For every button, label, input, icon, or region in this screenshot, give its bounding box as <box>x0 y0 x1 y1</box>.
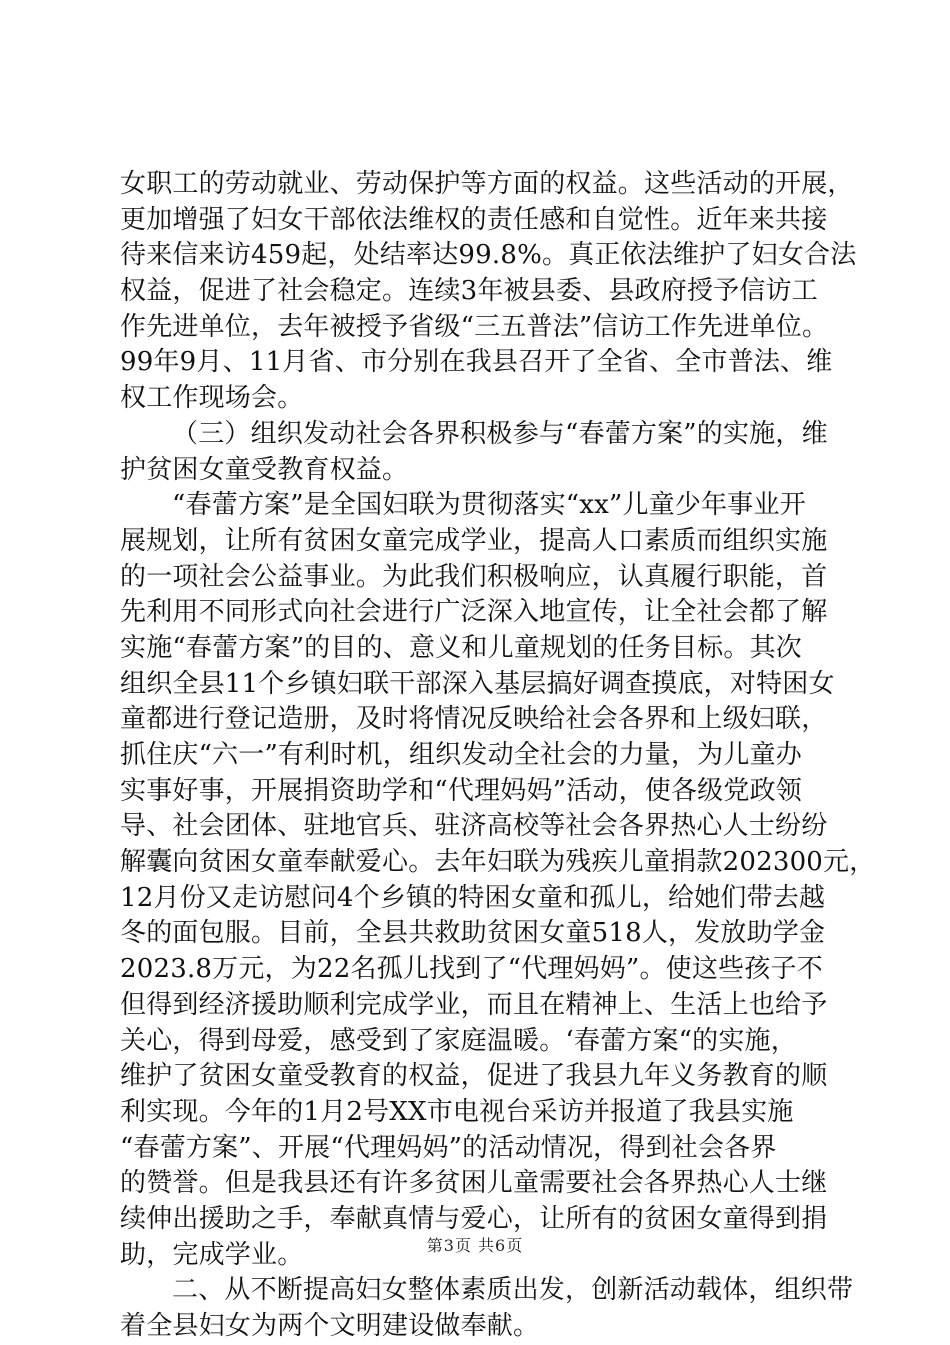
text-line: 权益，促进了社会稳定。连续3年被县委、县政府授予信访工 <box>120 276 818 307</box>
text-line: 权工作现场会。 <box>120 383 304 414</box>
text-line: 先利用不同形式向社会进行广泛深入地宣传，让全社会都了解 <box>120 597 828 628</box>
text-line: 的赞誉。但是我县还有许多贫困儿童需要社会各界热心人士继 <box>120 1168 828 1199</box>
text-line: 童都进行登记造册，及时将情况反映给社会各界和上级妇联， <box>120 704 828 735</box>
text-line: 利实现。今年的1月2号XX市电视台采访并报道了我县实施 <box>120 1096 794 1127</box>
text-line: 关心，得到母爱，感受到了家庭温暖。‘春蕾方案“的实施， <box>120 1025 797 1056</box>
section-heading-line: 着全县妇女为两个文明建设做奉献。 <box>120 1311 540 1341</box>
text-line: 99年9月、11月省、市分别在我县召开了全省、全市普法、维 <box>120 347 833 378</box>
section-heading-line: 二、从不断提高妇女整体素质出发，创新活动载体，组织带 <box>172 1275 854 1306</box>
text-line: 冬的面包服。目前，全县共救助贫困女童518人，发放助学金 <box>120 918 826 949</box>
text-line: 维护了贫困女童受教育的权益，促进了我县九年义务教育的顺 <box>120 1061 828 1092</box>
text-line: 抓住庆“六一”有利时机，组织发动全社会的力量，为儿童办 <box>120 740 802 770</box>
text-line: 展规划，让所有贫困女童完成学业，提高人口素质而组织实施 <box>120 525 828 556</box>
section-heading-line: 护贫困女童受教育权益。 <box>120 454 409 485</box>
text-line: 但得到经济援助顺利完成学业，而且在精神上、生活上也给予 <box>120 989 828 1020</box>
text-line: 作先进单位，去年被授予省级“三五普法”信访工作先进单位。 <box>120 311 829 342</box>
page-number: 第3页 共6页 <box>426 1236 524 1255</box>
text-line: 实施“春蕾方案”的目的、意义和儿童规划的任务目标。其次 <box>120 632 802 663</box>
text-line: 待来信来访459起，处结率达99.8%。真正依法维护了妇女合法 <box>120 240 857 271</box>
document-body <box>120 167 876 1345</box>
text-line: 续伸出援助之手，奉献真情与爱心，让所有的贫困女童得到捐 <box>120 1203 828 1234</box>
text-line: 助，完成学业。 <box>120 1239 304 1270</box>
paragraph-start-line: “春蕾方案”是全国妇联为贯彻落实“xx”儿童少年事业开 <box>172 490 806 521</box>
text-line: 的一项社会公益事业。为此我们积极响应，认真履行职能，首 <box>120 561 828 592</box>
text-line: “春蕾方案”、开展“代理妈妈”的活动情况，得到社会各界 <box>120 1132 777 1163</box>
text-line: 12月份又走访慰问4个乡镇的特困女童和孤儿，给她们带去越 <box>120 882 826 913</box>
text-line: 组织全县11个乡镇妇联干部深入基层搞好调查摸底，对特困女 <box>120 668 835 699</box>
text-line: 导、社会团体、驻地官兵、驻济高校等社会各界热心人士纷纷 <box>120 811 828 842</box>
text-line: 实事好事，开展捐资助学和“代理妈妈”活动，使各级党政领 <box>120 775 802 806</box>
text-line: 更加增强了妇女干部依法维权的责任感和自觉性。近年来共接 <box>120 204 828 235</box>
text-line: 解囊向贫困女童奉献爱心。去年妇联为残疾儿童捐款202300元， <box>120 847 876 878</box>
section-heading-line: （三）组织发动社会各界积极参与“春蕾方案”的实施，维 <box>172 418 828 449</box>
text-line: 女职工的劳动就业、劳动保护等方面的权益。这些活动的开展， <box>120 169 854 199</box>
text-line: 2023.8万元，为22名孤儿找到了“代理妈妈”。使这些孩子不 <box>120 954 823 985</box>
